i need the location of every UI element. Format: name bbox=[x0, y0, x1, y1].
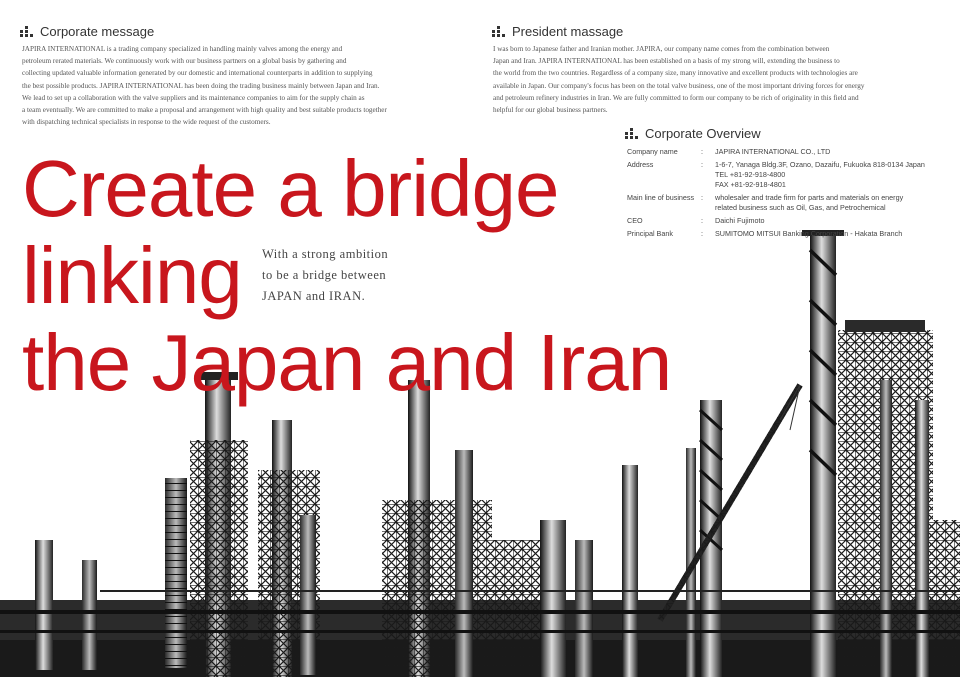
headline-line: linking bbox=[22, 231, 242, 320]
overview-label: Principal Bank bbox=[627, 228, 673, 238]
corporate-overview-heading bbox=[625, 126, 761, 141]
tagline-line: With a strong ambition bbox=[262, 247, 389, 261]
grid-dots-icon bbox=[492, 26, 505, 38]
corporate-message-text: JAPIRA INTERNATIONAL is a trading company specialized in handling mainly valves among the energy and petroleum rerated materials. We continuously work with our business partners on a global basis by gathering and collecting updated valuable information generated by our domestic and international counterparts in addition to supplying the best possible products. JAPIRA INTERNATIONAL has been doing the trading business mainly between Japan and Iran. We lead to set up a collaboration with the valve suppliers and its maintenance companies to aim for the supply chain as a team eventually. We are committed to make a proposal and arrangement with high quality and best suitable products together with dispatching technical specialists in response to the wide request of the customers. bbox=[22, 45, 387, 127]
corporate-message-heading bbox=[20, 24, 154, 39]
overview-label: Address bbox=[627, 159, 654, 169]
overview-value: wholesaler and trade firm for parts and materials on energy related business such as Oil, Gas, and Petrochemical bbox=[715, 193, 904, 213]
tagline bbox=[262, 244, 388, 307]
president-message-text: I was born to Japanese father and Iranian mother. JAPIRA, our company name comes from the combination between Japan and Iran. JAPIRA INTERNATIONAL has been established on a basis of my strong will, extending the business to the world from the two countries. Regardless of a company size, many innovative and excellent products with technologies are available in Japan. Our company's focus has been on the total valve business, one of the most important driving forces for energy and petroleum refinery industries in Iran. We are fully committed to form our company to be rich of originality in this field and helpful for our global business partners. bbox=[493, 45, 865, 115]
president-message-heading bbox=[492, 24, 623, 39]
overview-row-ceo bbox=[627, 216, 925, 226]
overview-row-bank bbox=[627, 229, 925, 239]
overview-colon: : bbox=[701, 159, 703, 169]
grid-dots-icon bbox=[625, 128, 638, 140]
headline-line: the Japan and Iran bbox=[22, 318, 672, 407]
overview-colon: : bbox=[701, 228, 703, 238]
grid-dots-icon bbox=[20, 26, 33, 38]
overview-value: SUMITOMO MITSUI Banking Corporation - Hakata Branch bbox=[715, 228, 903, 238]
overview-row-company bbox=[627, 147, 925, 157]
overview-value: Daichi Fujimoto bbox=[715, 216, 765, 225]
section-title: President massage bbox=[512, 24, 624, 39]
corporate-overview-table bbox=[627, 147, 925, 242]
overview-value: 1-6-7, Yanaga Bldg.3F, Ozano, Dazaifu, Fukuoka 818-0134 Japan TEL +81-92-918-4800 FAX +81-92-918-4801 bbox=[715, 159, 925, 190]
overview-row-address bbox=[627, 160, 925, 191]
overview-colon: : bbox=[701, 193, 703, 202]
overview-value: JAPIRA INTERNATIONAL CO., LTD bbox=[715, 147, 831, 156]
tagline-line: JAPAN and IRAN. bbox=[262, 289, 366, 303]
section-title: Corporate Overview bbox=[645, 126, 761, 141]
headline-line: Create a bridge bbox=[22, 144, 559, 233]
tagline-line: to be a bridge between bbox=[262, 268, 387, 282]
overview-label: Main line of business bbox=[627, 193, 695, 202]
overview-label: CEO bbox=[627, 216, 643, 225]
overview-colon: : bbox=[701, 147, 703, 156]
overview-colon: : bbox=[701, 216, 703, 225]
overview-label: Company name bbox=[627, 147, 678, 156]
overview-row-business bbox=[627, 193, 925, 213]
section-title: Corporate message bbox=[40, 24, 155, 39]
